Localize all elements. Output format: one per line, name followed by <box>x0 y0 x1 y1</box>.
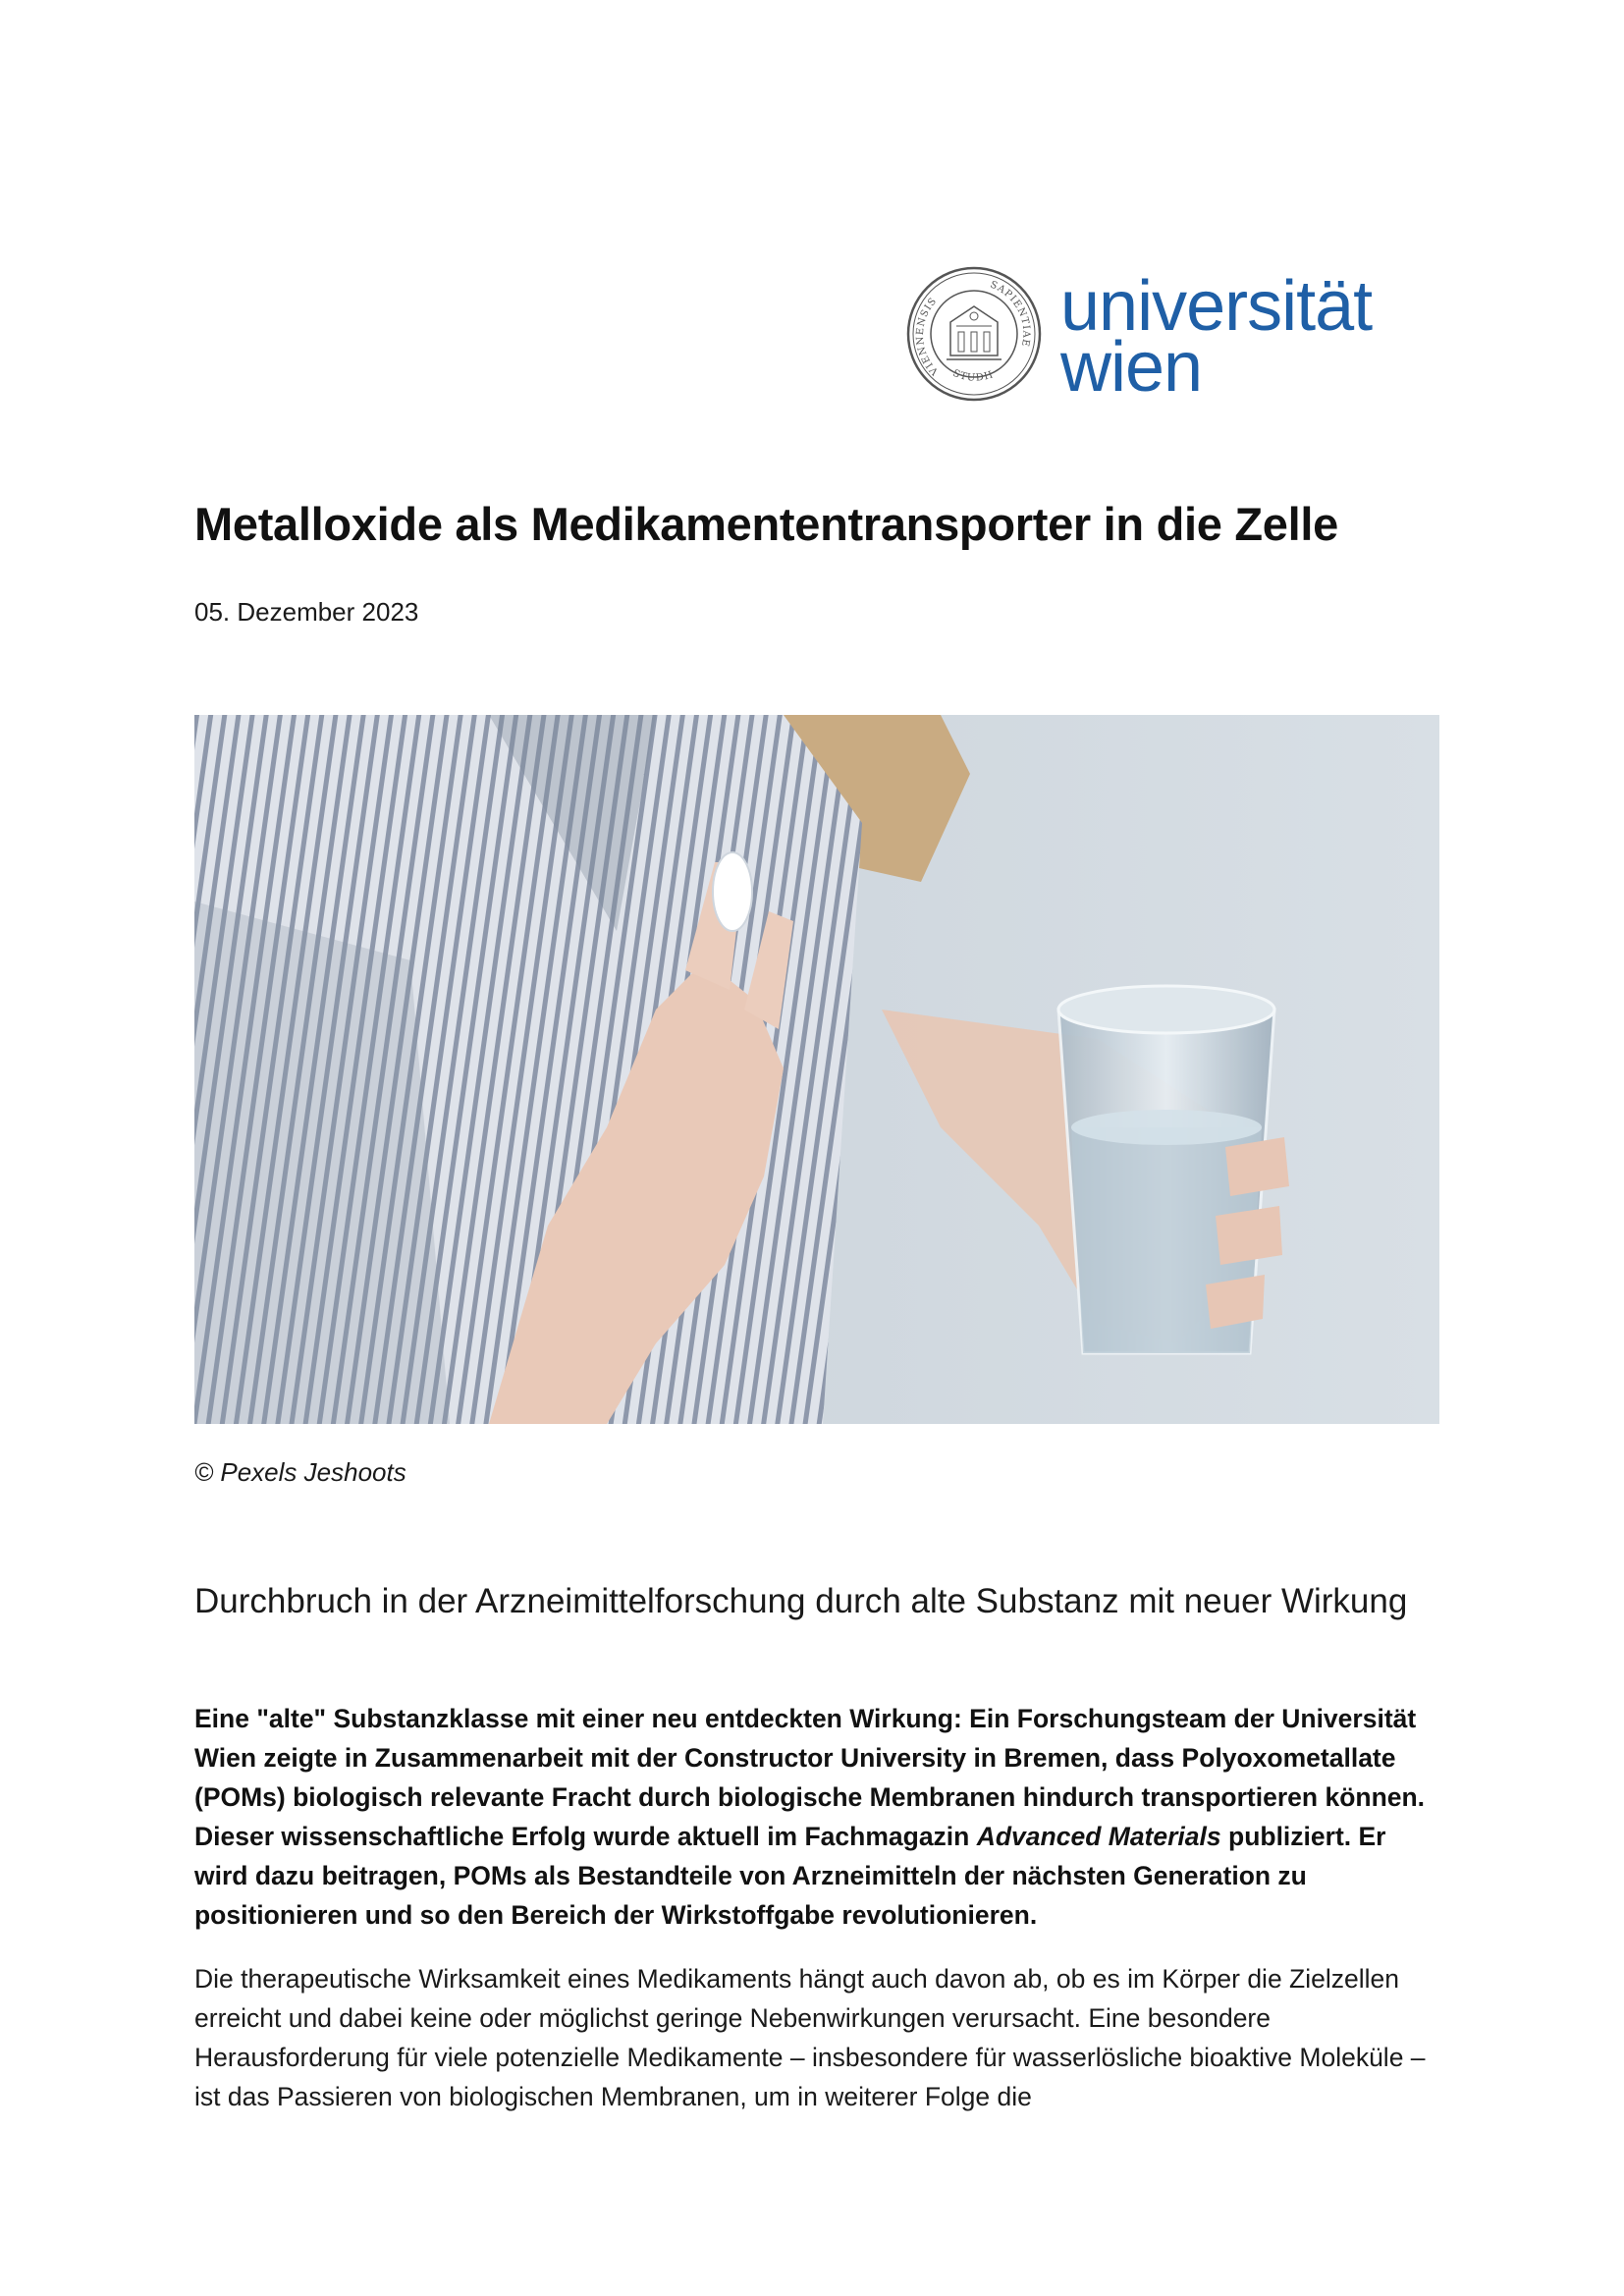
article-subtitle: Durchbruch in der Arzneimittelforschung durch alte Substanz mit neuer Wirkung <box>194 1582 1408 1620</box>
article-photo <box>194 715 1439 1424</box>
university-seal-icon <box>905 265 1043 403</box>
journal-name: Advanced Materials <box>976 1822 1221 1851</box>
seal-text-right: SAPIENTIAE <box>988 279 1032 349</box>
photo-caption: © Pexels Jeshoots <box>194 1457 406 1487</box>
lead-text-1: Eine "alte" Substanzklasse mit einer neu entdeckten Wirkung: Ein Forschungsteam der Universität Wien zeigte in Zusammenarbeit mit der Constructor University in Bremen, dass Polyoxometallate (POMs) biologisch relevante Fracht durch biologische Membranen hindurch transportieren können. Dieser wissenschaftliche Erfolg wurde aktuell im Fachmagazin <box>194 1704 1426 1851</box>
wordmark-line-1: universität <box>1060 267 1373 346</box>
university-logo <box>905 265 1406 407</box>
lead-text-2: publiziert. Er wird dazu beitragen, POMs als Bestandteile von Arzneimitteln der nächsten Generation zu positionieren und so den Bereich der Wirkstoffgabe revolutionieren. <box>194 1822 1386 1930</box>
seal-text-left: VIENNENSIS <box>914 296 942 377</box>
lead-paragraph <box>194 1699 1439 1935</box>
svg-text:SAPIENTIAE <box>989 279 1032 348</box>
body-paragraph: Die therapeutische Wirksamkeit eines Medikaments hängt auch davon ab, ob es im Körper die Zielzellen erreicht und dabei keine oder möglichst geringe Nebenwirkungen verursacht. Eine besondere Herausforderung für viele potenzielle Medikamente – insbesondere für wasserlösliche bioaktive Moleküle – ist das Passieren von biologischen Membranen, um in weiterer Folge die <box>194 1964 1426 2111</box>
svg-text:STUDII <box>951 368 996 384</box>
article-title: Metalloxide als Medikamententransporter in die Zelle <box>194 498 1338 550</box>
photo-illustration <box>194 715 1439 1424</box>
seal-text-bottom: STUDII <box>950 367 996 384</box>
article-date: 05. Dezember 2023 <box>194 597 419 627</box>
university-wordmark <box>1060 267 1373 407</box>
wordmark-line-2: wien <box>1060 328 1203 407</box>
